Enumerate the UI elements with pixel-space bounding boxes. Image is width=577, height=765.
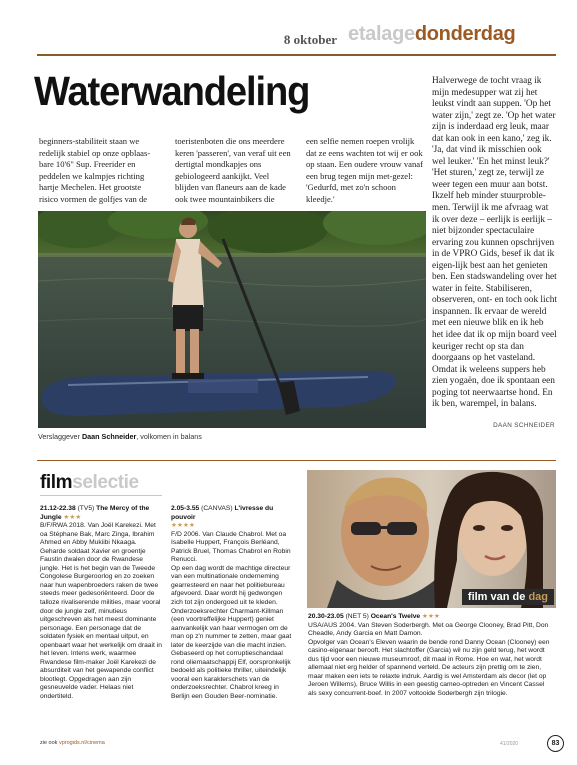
film-review: Op een dag wordt de machtige directeur van een multinationale onderneming gearresteerd en naar het politiebureau afgevoerd. Daar wordt hij gedwongen zich tot zijn ondergoed uit te kleden. Onderzoeksrechter Charmant-Killman (een voortreffelijke Huppert) geniet aanvankelijk van haar vermogen om de man op z'n nummer te zetten, maar gaat later de keerzijde van die macht inzien. Gebaseerd op het corruptieschandaal rond oliemaatschappij Elf, oorspronkelijk bedoeld als politieke thriller, uiteindelijk vooral een karakterschets van de onderzoeksrechter. Chabrol kreeg in Berlijn een Gouden Beer-nominatie.: [171, 564, 292, 701]
article-byline: DAAN SCHNEIDER: [493, 422, 555, 429]
caption-prefix: Verslaggever: [38, 432, 82, 441]
article-photo: [38, 211, 426, 428]
article-paragraph: Halverwege de tocht vraag ik mijn medesupper wat zij het leukst vindt aan suppen. 'Op het water zijn,' zegt ze. 'Op het water zijn is inderdaad erg leuk, maar dat kan ook in een kano,' zeg ik. 'Ja, dat vind ik misschien ook wel leuker.' 'En het minst leuk?' 'Het sturen,' zegt ze, terwijl ze weer tegen een muur aan botst.: [432, 76, 556, 190]
film-review: Opvolger van Ocean's Eleven waarin de bende rond Danny Ocean (Clooney) een casino-eigenaar berooft. Het slachtoffer (Garcia) wil nu zijn geld terug, het wordt dus tijd voor een nieuwe museumroof, dit maal in Rome. Hoe en wat, het wordt allemaal niet erg helder of spannend verteld. De acteurs zijn prettig om te zien, maar maken een iets te relaxte indruk. Aardig is wel Amsterdam als decor (let op Jeroen Willems), Bruce Willis in een geestig cameo-optreden en Vincent Cassel als sexy concurrent-boef. In 2007 voltooide Soderbergh zijn trilogie.: [308, 638, 550, 697]
film-entry: [40, 505, 163, 702]
film-review: Geharde soldaat Xavier en groentje Faustin dwalen door de Rwandese jungle. Het is het begin van de Tweede Congolese Burgeroorlog en zo zoeken naar hun wapenbroeders raken de twee steeds meer gedesoriënteerd. Door de talloze rivaliserende milities, maar vooral door de jungle zelf, minutieus uitgeschreven als het meest dominante personage. Een personage dat de soldaten fysiek en mentaal uitput, en openbaart waar het werkelijk om draait in het leven. Intens werk, waarmee Rwandese film-maker Joël Karekezi de absurditeit van het gewapende conflict blootlegt. Opgedragen aan zijn gesneuvelde vader. Helaas niet ondertiteld.: [40, 547, 162, 701]
caption-suffix: , volkomen in balans: [136, 432, 202, 441]
header-date: 8 oktober: [283, 32, 337, 47]
paddleboard-photo: [38, 211, 426, 428]
caption-name: Daan Schneider: [81, 432, 137, 441]
film-title: The Mercy of the Jungle: [40, 505, 150, 521]
article-column-2: [175, 136, 294, 206]
section-brand-part2: donderdag: [414, 23, 516, 45]
film-van-de-dag-badge: [462, 589, 554, 605]
article-paragraph: beginners-stabiliteit staan we redelijk stabiel op onze opblaas-bare 10'6" Sup. Freerider en peddelen we kalmpjes richting hartje Mechelen. Het grootste risico vormen de golfjes van de: [39, 136, 151, 204]
film-meta: F/D 2006. Van Claude Chabrol. Met oa Isabelle Huppert, François Berléand, Patrick Bruel, Thomas Chabrol en Robin Renucci.: [171, 530, 291, 564]
badge-part1: film van de: [467, 591, 529, 603]
film-title: Ocean's Twelve: [370, 613, 421, 620]
filmselectie-rule: [40, 495, 162, 496]
film-rating: ★★★: [63, 513, 82, 521]
film-entry: [308, 613, 554, 698]
article-headline: Waterwandeling: [34, 68, 310, 114]
film-still-image: [307, 470, 556, 608]
film-channel: (TV5): [77, 505, 95, 512]
footer-link[interactable]: [40, 740, 105, 746]
film-meta: B/F/RWA 2018. Van Joël Karekezi. Met oa Stéphane Bak, Marc Zinga, Ibrahim Ahmed en Abby Mukiibi Nkaaga.: [40, 522, 156, 547]
film-time: 2.05-3.55: [171, 505, 200, 512]
header-rule: [37, 54, 556, 56]
film-channel: (CANVAS): [201, 505, 233, 512]
filmselectie-title-part2: selectie: [72, 472, 139, 493]
film-rating: ★★★: [422, 613, 440, 620]
footer-link-prefix: zie ook: [40, 740, 59, 746]
film-time: 21.12-22.38: [40, 505, 76, 512]
section-brand: [348, 23, 515, 46]
film-van-de-dag-photo: [307, 470, 556, 608]
badge-part2: dag: [528, 591, 548, 603]
photo-caption: [38, 432, 202, 441]
article-column-3: [306, 136, 426, 206]
film-title: L'ivresse du pouvoir: [171, 505, 274, 521]
filmselectie-title: [40, 472, 139, 494]
footer-url[interactable]: vprogids.nl/cinema: [58, 740, 105, 746]
film-time: 20.30-23.05: [308, 613, 344, 620]
film-entry: [171, 505, 295, 702]
page-number: 83: [547, 735, 564, 752]
section-divider: [37, 460, 556, 461]
article-paragraph: een selfie nemen roepen vrolijk dat ze eens wachten tot wij er ook op staan. Een oudere vrouw vanaf een brug tegen mijn met-gezel: 'Gedurfd, met zo'n schoon kleedje.': [306, 136, 423, 204]
issue-number: 41/2020: [500, 741, 519, 747]
film-channel: (NET 5): [345, 613, 369, 620]
section-brand-part1: etalage: [348, 23, 415, 45]
article-paragraph: toeristenboten die ons meerdere keren 'passeren', van veraf uit een dertigtal mondkapjes ons gebiologeerd aankijkt. Veel blijden van flaneurs aan de kade ook twee mountainbikers die: [175, 136, 291, 204]
article-paragraph: Ikzelf heb minder stuurproble-men. Terwijl ik me afvraag wat ik over deze – eerlijk is eerlijk – niet bijzonder spectaculaire ervaring zou kunnen opschrijven in de VPRO Gids, besef ik dat ik eigen-lijk best aan het genieten ben. Een stadswandeling over het water in feite. Stabiliseren, observeren, ont- en toch ook licht inspannen. Ik ervaar de wereld met een nieuwe blik en ik heb het idee dat ik op mijn board veel keuriger recht op sta dan doorgaans op het vasteland. Omdat ik weleens suppers heb zien yogaën, doe ik spontaan een poging tot neerwaartse hond. En ik ben, warempel, in balans.: [432, 191, 557, 410]
filmselectie-title-part1: film: [40, 472, 73, 493]
article-column-1: [39, 136, 158, 206]
film-rating: ★★★★: [171, 522, 195, 530]
article-column-4: [432, 76, 557, 411]
film-meta: USA/AUS 2004. Van Steven Soderbergh. Met oa George Clooney, Brad Pitt, Don Cheadle, Andy Garcia en Matt Damon.: [308, 621, 549, 638]
